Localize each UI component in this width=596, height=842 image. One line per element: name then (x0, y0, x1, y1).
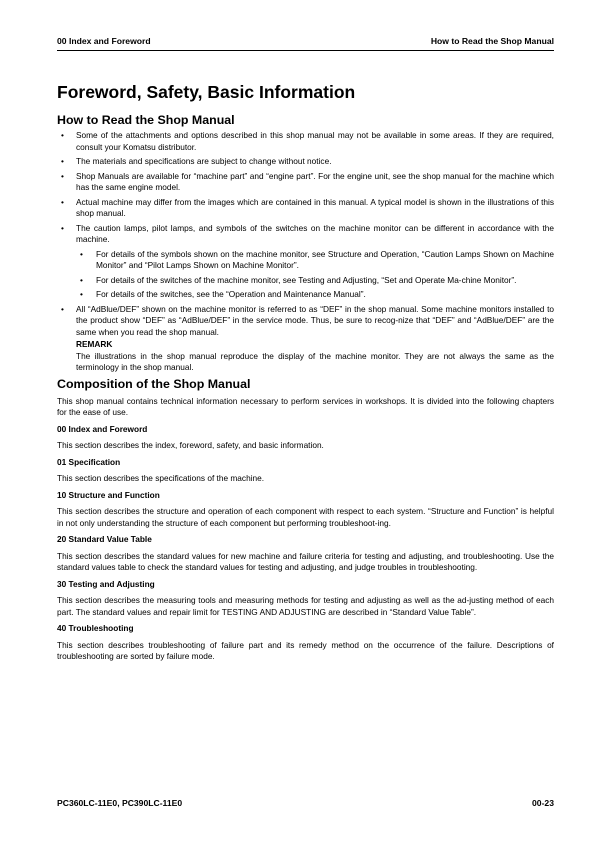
bullet-item-text: The caution lamps, pilot lamps, and symbols of the switches on the machine monitor can be different in accordance with the machine. (76, 222, 554, 244)
sub-bullet-list (76, 249, 554, 301)
chapter-entry (57, 623, 554, 663)
chapter-entry (57, 579, 554, 619)
chapter-description: This section describes the measuring tools and measuring methods for testing and adjusting as well as the ad-justing method of each part. The standard values and repair limit for TESTING AND ADJUSTING are described in “Standard Value Table”. (57, 595, 554, 617)
manual-page (57, 0, 554, 842)
page-header (57, 36, 554, 46)
sub-bullet-item: • For details of the switches, see the “Operation and Maintenance Manual”. (76, 289, 554, 301)
chapter-title: 20 Standard Value Table (57, 534, 152, 544)
chapter-title: 00 Index and Foreword (57, 423, 148, 434)
chapter-title: 01 Specification (57, 456, 121, 467)
chapter-entry (57, 457, 554, 485)
composition-heading: Composition of the Shop Manual (57, 376, 251, 391)
header-topic-name: How to Read the Shop Manual (430, 36, 554, 46)
chapter-entry (57, 490, 554, 530)
remark-text: The illustrations in the shop manual reproduce the display of the machine monitor. They are not always the same as the terminology in the shop manual. (76, 350, 554, 372)
page-footer (57, 798, 554, 808)
page-number: 00-23 (532, 798, 554, 808)
page-title: Foreword, Safety, Basic Information (57, 82, 356, 102)
header-divider (57, 50, 554, 51)
composition-intro: This shop manual contains technical information necessary to perform services in workshops. It is divided into the following chapters for the ease of use. (57, 395, 554, 417)
header-section-name: 00 Index and Foreword (57, 36, 151, 46)
remark-label: REMARK (76, 339, 113, 349)
bullet-item: • The materials and specifications are subject to change without notice. (57, 156, 554, 168)
chapter-description: This section describes the index, foreword, safety, and basic information. (57, 440, 324, 450)
bullet-item-with-remark (57, 304, 554, 374)
how-to-read-heading: How to Read the Shop Manual (57, 113, 235, 127)
bullet-item-text: All “AdBlue/DEF” shown on the machine monitor is referred to as “DEF” in the shop manual. Some machine monitors installed to the product show “DEF” as “AdBlue/DEF” in the service mode. Thus, be sure to recog-nize that “DEF” and “AdBlue/DEF” are the same when you read the shop manual. (76, 303, 554, 337)
sub-bullet-item: • For details of the symbols shown on the machine monitor, see Structure and Operation, “Caution Lamps Shown on Machine Monitor” and “Pilot Lamps Shown on Machine Monitor”. (76, 249, 554, 272)
bullet-item-with-subitems (57, 223, 554, 301)
chapter-entry (57, 534, 554, 574)
bullet-item: • Shop Manuals are available for “machine part” and “engine part”. For the engine unit, see the shop manual for the machine which has the same engine model. (57, 171, 554, 194)
chapter-title: 40 Troubleshooting (57, 623, 134, 633)
sub-bullet-item: • For details of the switches of the machine monitor, see Testing and Adjusting, “Set and Operate Ma-chine Monitor”. (76, 275, 554, 287)
chapter-description: This section describes troubleshooting of failure part and its remedy method on the occurrence of the failure. Descriptions of troubleshooting are sorted by failure mode. (57, 639, 554, 661)
chapter-title: 30 Testing and Adjusting (57, 578, 155, 589)
bullet-item: • Some of the attachments and options described in this shop manual may not be available in some areas. If they are required, consult your Komatsu distributor. (57, 130, 554, 153)
chapter-entry (57, 424, 554, 452)
how-to-read-list (57, 130, 554, 374)
chapter-description: This section describes the structure and operation of each component with respect to each system. “Structure and Function” is helpful in not only understanding the structure of each component but performing troubleshoot-ing. (57, 506, 554, 528)
footer-model-names: PC360LC-11E0, PC390LC-11E0 (57, 798, 183, 808)
page-content (57, 82, 554, 663)
chapter-description: This section describes the standard values for new machine and failure criteria for testing and adjusting, and troubleshooting. Use the standard values table to check the standard values for testing and adjusting, and judge troubles in troubleshooting. (57, 550, 554, 572)
bullet-item: • Actual machine may differ from the images which are contained in this manual. A typical model is shown in the illustrations of this shop manual. (57, 197, 554, 220)
chapter-title: 10 Structure and Function (57, 489, 160, 500)
chapter-description: This section describes the specifications of the machine. (57, 473, 265, 483)
